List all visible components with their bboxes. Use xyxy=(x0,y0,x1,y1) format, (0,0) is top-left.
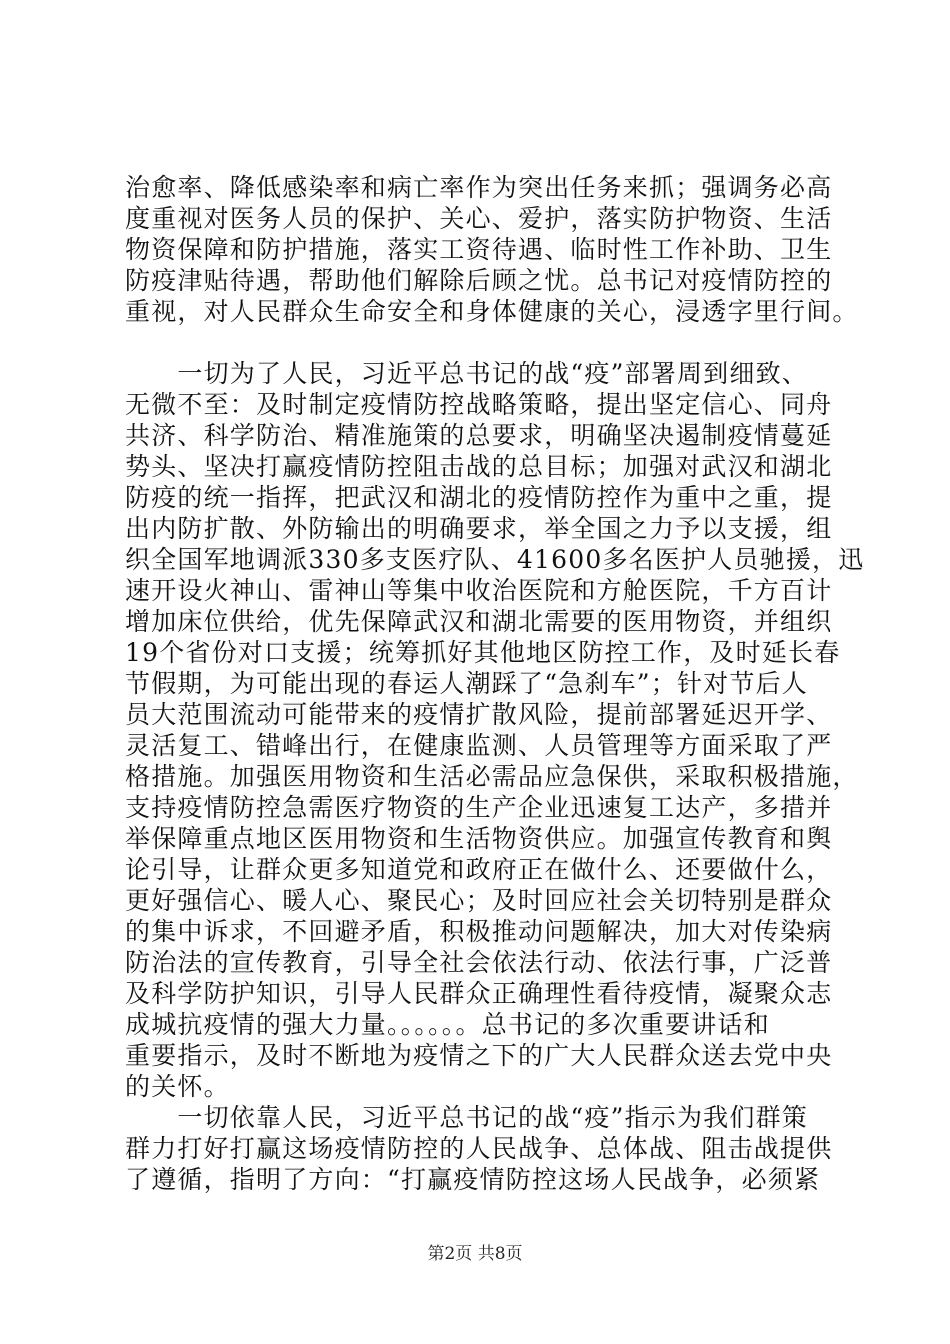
paragraph-1 xyxy=(125,172,859,327)
document-body xyxy=(125,172,865,1195)
text-line: 无微不至：及时制定疫情防控战略策略，提出坚定信心、同舟 xyxy=(125,390,833,419)
text-line: 共济、科学防治、精准施策的总要求，明确坚决遏制疫情蔓延 xyxy=(125,421,833,450)
text-line: 的关怀。 xyxy=(125,1072,230,1101)
text-line: 重要指示，及时不断地为疫情之下的广大人民群众送去党中央 xyxy=(125,1041,833,1070)
text-line: 治愈率、降低感染率和病亡率作为突出任务来抓；强调务必高 xyxy=(125,173,833,202)
text-line: 重视，对人民群众生命安全和身体健康的关心，浸透字里行间。 xyxy=(125,297,859,326)
page-number-footer: 第2页 共8页 xyxy=(427,1244,523,1264)
text-line: 物资保障和防护措施，落实工资待遇、临时性工作补助、卫生 xyxy=(125,235,833,264)
text-line: 度重视对医务人员的保护、关心、爱护，落实防护物资、生活 xyxy=(125,204,833,233)
text-line: 速开设火神山、雷神山等集中收治医院和方舱医院，千方百计 xyxy=(125,576,833,605)
text-line: 灵活复工、错峰出行，在健康监测、人员管理等方面采取了严 xyxy=(125,731,833,760)
text-line: 论引导，让群众更多知道党和政府正在做什么、还要做什么， xyxy=(125,855,833,884)
text-line: 织全国军地调派330多支医疗队、41600多名医护人员驰援，迅 xyxy=(125,545,865,574)
text-line: 一切为了人民，习近平总书记的战“疫”部署周到细致、 xyxy=(125,359,808,388)
text-line: 更好强信心、暖人心、聚民心；及时回应社会关切特别是群众 xyxy=(125,886,833,915)
text-line: 防疫的统一指挥，把武汉和湖北的疫情防控作为重中之重，提 xyxy=(125,483,833,512)
text-line: 及科学防护知识，引导人民群众正确理性看待疫情，凝聚众志 xyxy=(125,979,833,1008)
text-line: 员大范围流动可能带来的疫情扩散风险，提前部署延迟开学、 xyxy=(125,700,833,729)
text-line: 格措施。加强医用物资和生活必需品应急保供，采取积极措施， xyxy=(125,762,859,791)
text-line: 节假期，为可能出现的春运人潮踩了“急刹车”；针对节后人 xyxy=(125,669,808,698)
text-line: 19个省份对口支援；统筹抓好其他地区防控工作，及时延长春 xyxy=(125,638,841,667)
text-line: 成城抗疫情的强大力量。。。。。。总书记的多次重要讲话和 xyxy=(125,1010,770,1039)
paragraph-spacer xyxy=(125,327,845,358)
text-line: 支持疫情防控急需医疗物资的生产企业迅速复工达产，多措并 xyxy=(125,793,833,822)
text-line: 的集中诉求，不回避矛盾，积极推动问题解决，加大对传染病 xyxy=(125,917,833,946)
text-line: 防治法的宣传教育，引导全社会依法行动、依法行事，广泛普 xyxy=(125,948,833,977)
text-line: 势头、坚决打赢疫情防控阻击战的总目标；加强对武汉和湖北 xyxy=(125,452,833,481)
text-line: 举保障重点地区医用物资和生活物资供应。加强宣传教育和舆 xyxy=(125,824,833,853)
text-line: 出内防扩散、外防输出的明确要求，举全国之力予以支援，组 xyxy=(125,514,833,543)
text-line: 一切依靠人民，习近平总书记的战“疫”指示为我们群策 xyxy=(125,1103,808,1132)
paragraph-2 xyxy=(125,358,865,1102)
text-line: 了遵循，指明了方向：“打赢疫情防控这场人民战争，必须紧 xyxy=(125,1165,821,1194)
text-line: 增加床位供给，优先保障武汉和湖北需要的医用物资，并组织 xyxy=(125,607,833,636)
text-line: 群力打好打赢这场疫情防控的人民战争、总体战、阻击战提供 xyxy=(125,1134,833,1163)
text-line: 防疫津贴待遇，帮助他们解除后顾之忧。总书记对疫情防控的 xyxy=(125,266,833,295)
paragraph-3 xyxy=(125,1102,845,1195)
